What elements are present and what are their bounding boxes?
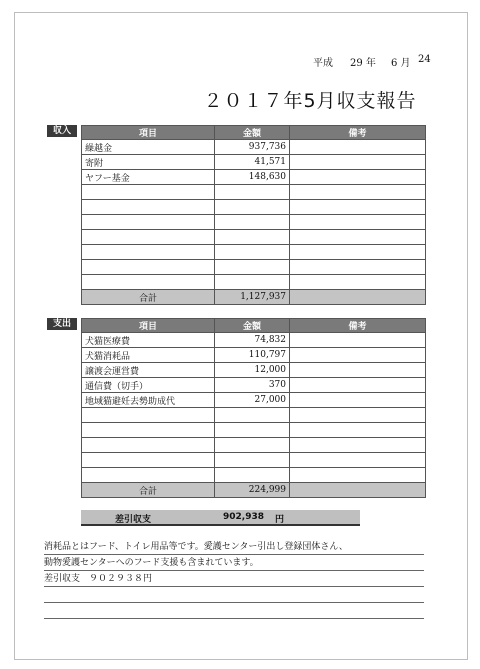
expense-row bbox=[82, 378, 426, 393]
date-year: 29 年 bbox=[350, 58, 376, 69]
expense-row bbox=[82, 363, 426, 378]
income-row bbox=[82, 140, 426, 155]
expense-note-cell bbox=[290, 333, 426, 348]
expense-total-note bbox=[290, 483, 426, 498]
income-item-cell bbox=[82, 200, 215, 215]
income-item-cell: 繰越金 bbox=[82, 140, 215, 155]
expense-row bbox=[82, 408, 426, 423]
income-row bbox=[82, 275, 426, 290]
expense-item-cell bbox=[82, 423, 215, 438]
note-line: 消耗品とはフード、トイレ用品等です。愛護センター引出し登録団体さん、 bbox=[44, 540, 424, 555]
balance-value: 902,938 bbox=[223, 512, 264, 522]
income-row bbox=[82, 155, 426, 170]
income-amount-cell bbox=[215, 245, 290, 260]
income-amount-cell bbox=[215, 185, 290, 200]
income-item-cell bbox=[82, 185, 215, 200]
expense-header-amount: 金額 bbox=[215, 319, 290, 333]
expense-item-cell: 譲渡会運営費 bbox=[82, 363, 215, 378]
income-amount-cell bbox=[215, 230, 290, 245]
expense-row bbox=[82, 453, 426, 468]
expense-section-label: 支出 bbox=[47, 318, 77, 330]
income-total-label: 合計 bbox=[82, 290, 215, 305]
income-total-row bbox=[82, 290, 426, 305]
income-row bbox=[82, 215, 426, 230]
income-header-note: 備考 bbox=[290, 126, 426, 140]
expense-table bbox=[81, 318, 426, 498]
income-note-cell bbox=[290, 275, 426, 290]
expense-total-row bbox=[82, 483, 426, 498]
income-total-note bbox=[290, 290, 426, 305]
expense-note-cell bbox=[290, 453, 426, 468]
income-item-cell bbox=[82, 215, 215, 230]
expense-amount-cell bbox=[215, 468, 290, 483]
expense-item-cell: 犬猫消耗品 bbox=[82, 348, 215, 363]
income-note-cell bbox=[290, 200, 426, 215]
income-note-cell bbox=[290, 230, 426, 245]
expense-note-cell bbox=[290, 423, 426, 438]
expense-item-cell bbox=[82, 453, 215, 468]
expense-row bbox=[82, 468, 426, 483]
income-header-amount: 金額 bbox=[215, 126, 290, 140]
expense-total-amount: 224,999 bbox=[215, 483, 290, 498]
income-row bbox=[82, 230, 426, 245]
expense-amount-cell bbox=[215, 408, 290, 423]
income-note-cell bbox=[290, 140, 426, 155]
income-item-cell bbox=[82, 245, 215, 260]
note-line: 動物愛護センターへのフード支援も含まれています。 bbox=[44, 556, 424, 571]
report-title: ２０１７年5月収支報告 bbox=[203, 90, 417, 112]
expense-note-cell bbox=[290, 438, 426, 453]
note-line bbox=[44, 604, 424, 619]
expense-row bbox=[82, 333, 426, 348]
expense-amount-cell bbox=[215, 438, 290, 453]
date-day: 24 bbox=[418, 54, 431, 65]
income-item-cell: ヤフー基金 bbox=[82, 170, 215, 185]
income-row bbox=[82, 200, 426, 215]
balance-label: 差引収支 bbox=[115, 515, 152, 525]
income-table bbox=[81, 125, 426, 305]
income-total-amount: 1,127,937 bbox=[215, 290, 290, 305]
expense-note-cell bbox=[290, 363, 426, 378]
expense-amount-cell: 27,000 bbox=[215, 393, 290, 408]
income-note-cell bbox=[290, 185, 426, 200]
income-amount-cell: 937,736 bbox=[215, 140, 290, 155]
expense-item-cell bbox=[82, 468, 215, 483]
income-amount-cell bbox=[215, 215, 290, 230]
expense-amount-cell: 12,000 bbox=[215, 363, 290, 378]
expense-note-cell bbox=[290, 393, 426, 408]
expense-header-note: 備考 bbox=[290, 319, 426, 333]
income-item-cell: 寄附 bbox=[82, 155, 215, 170]
income-section-label: 収入 bbox=[47, 125, 77, 137]
income-note-cell bbox=[290, 155, 426, 170]
expense-amount-cell: 74,832 bbox=[215, 333, 290, 348]
expense-row bbox=[82, 423, 426, 438]
expense-row bbox=[82, 393, 426, 408]
expense-total-label: 合計 bbox=[82, 483, 215, 498]
expense-row bbox=[82, 348, 426, 363]
income-amount-cell: 148,630 bbox=[215, 170, 290, 185]
income-row bbox=[82, 170, 426, 185]
income-item-cell bbox=[82, 260, 215, 275]
note-line bbox=[44, 588, 424, 603]
date-month: 6 月 bbox=[391, 58, 411, 69]
income-row bbox=[82, 245, 426, 260]
income-note-cell bbox=[290, 215, 426, 230]
expense-note-cell bbox=[290, 378, 426, 393]
note-line: 差引収支 ９０２９３８円 bbox=[44, 572, 424, 587]
expense-note-cell bbox=[290, 468, 426, 483]
expense-amount-cell bbox=[215, 423, 290, 438]
expense-amount-cell: 110,797 bbox=[215, 348, 290, 363]
income-amount-cell bbox=[215, 260, 290, 275]
income-amount-cell: 41,571 bbox=[215, 155, 290, 170]
income-header-item: 項目 bbox=[82, 126, 215, 140]
date-era: 平成 bbox=[313, 58, 333, 69]
expense-row bbox=[82, 438, 426, 453]
income-row bbox=[82, 185, 426, 200]
balance-bar bbox=[81, 510, 360, 526]
income-item-cell bbox=[82, 230, 215, 245]
expense-item-cell: 地域猫避妊去勢助成代 bbox=[82, 393, 215, 408]
income-note-cell bbox=[290, 170, 426, 185]
expense-item-cell bbox=[82, 438, 215, 453]
balance-unit: 円 bbox=[274, 515, 284, 525]
expense-amount-cell: 370 bbox=[215, 378, 290, 393]
income-amount-cell bbox=[215, 200, 290, 215]
income-item-cell bbox=[82, 275, 215, 290]
income-amount-cell bbox=[215, 275, 290, 290]
expense-item-cell: 犬猫医療費 bbox=[82, 333, 215, 348]
expense-note-cell bbox=[290, 348, 426, 363]
expense-item-cell bbox=[82, 408, 215, 423]
expense-note-cell bbox=[290, 408, 426, 423]
expense-header-item: 項目 bbox=[82, 319, 215, 333]
income-note-cell bbox=[290, 245, 426, 260]
income-row bbox=[82, 260, 426, 275]
expense-item-cell: 通信費（切手） bbox=[82, 378, 215, 393]
expense-amount-cell bbox=[215, 453, 290, 468]
income-note-cell bbox=[290, 260, 426, 275]
